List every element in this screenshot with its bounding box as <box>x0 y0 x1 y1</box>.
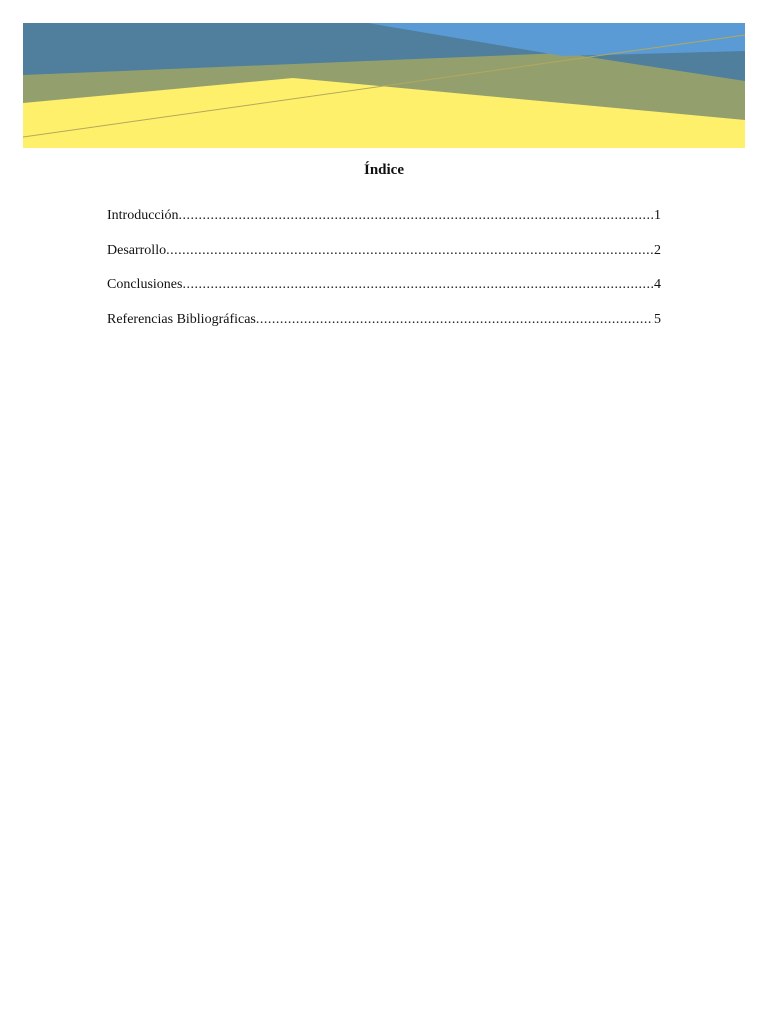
toc-entry-desarrollo[interactable] <box>107 241 661 261</box>
toc-title: Índice <box>363 162 404 178</box>
toc-dot-leader <box>182 275 653 295</box>
toc-entry-referencias-bibliograficas[interactable] <box>107 310 661 330</box>
toc-entry-label: Desarrollo <box>107 242 167 258</box>
toc-entry-page-number: 1 <box>654 208 661 223</box>
toc-entry-introduccion[interactable] <box>107 206 661 226</box>
toc-entry-page-number: 5 <box>654 311 661 327</box>
toc-dot-leader <box>179 206 653 226</box>
header-banner-graphic <box>23 23 745 148</box>
toc-entry-label: Referencias Bibliográficas <box>107 311 256 327</box>
toc-entry-label: Conclusiones <box>107 277 183 292</box>
table-of-contents <box>107 206 661 344</box>
toc-entry-conclusiones[interactable] <box>107 275 661 295</box>
toc-entry-page-number: 4 <box>654 277 661 292</box>
toc-entry-page-number: 2 <box>654 242 661 258</box>
toc-dot-leader <box>256 310 653 330</box>
toc-dot-leader <box>166 241 653 261</box>
toc-entry-label: Introducción <box>107 208 179 223</box>
header-banner <box>23 23 745 148</box>
